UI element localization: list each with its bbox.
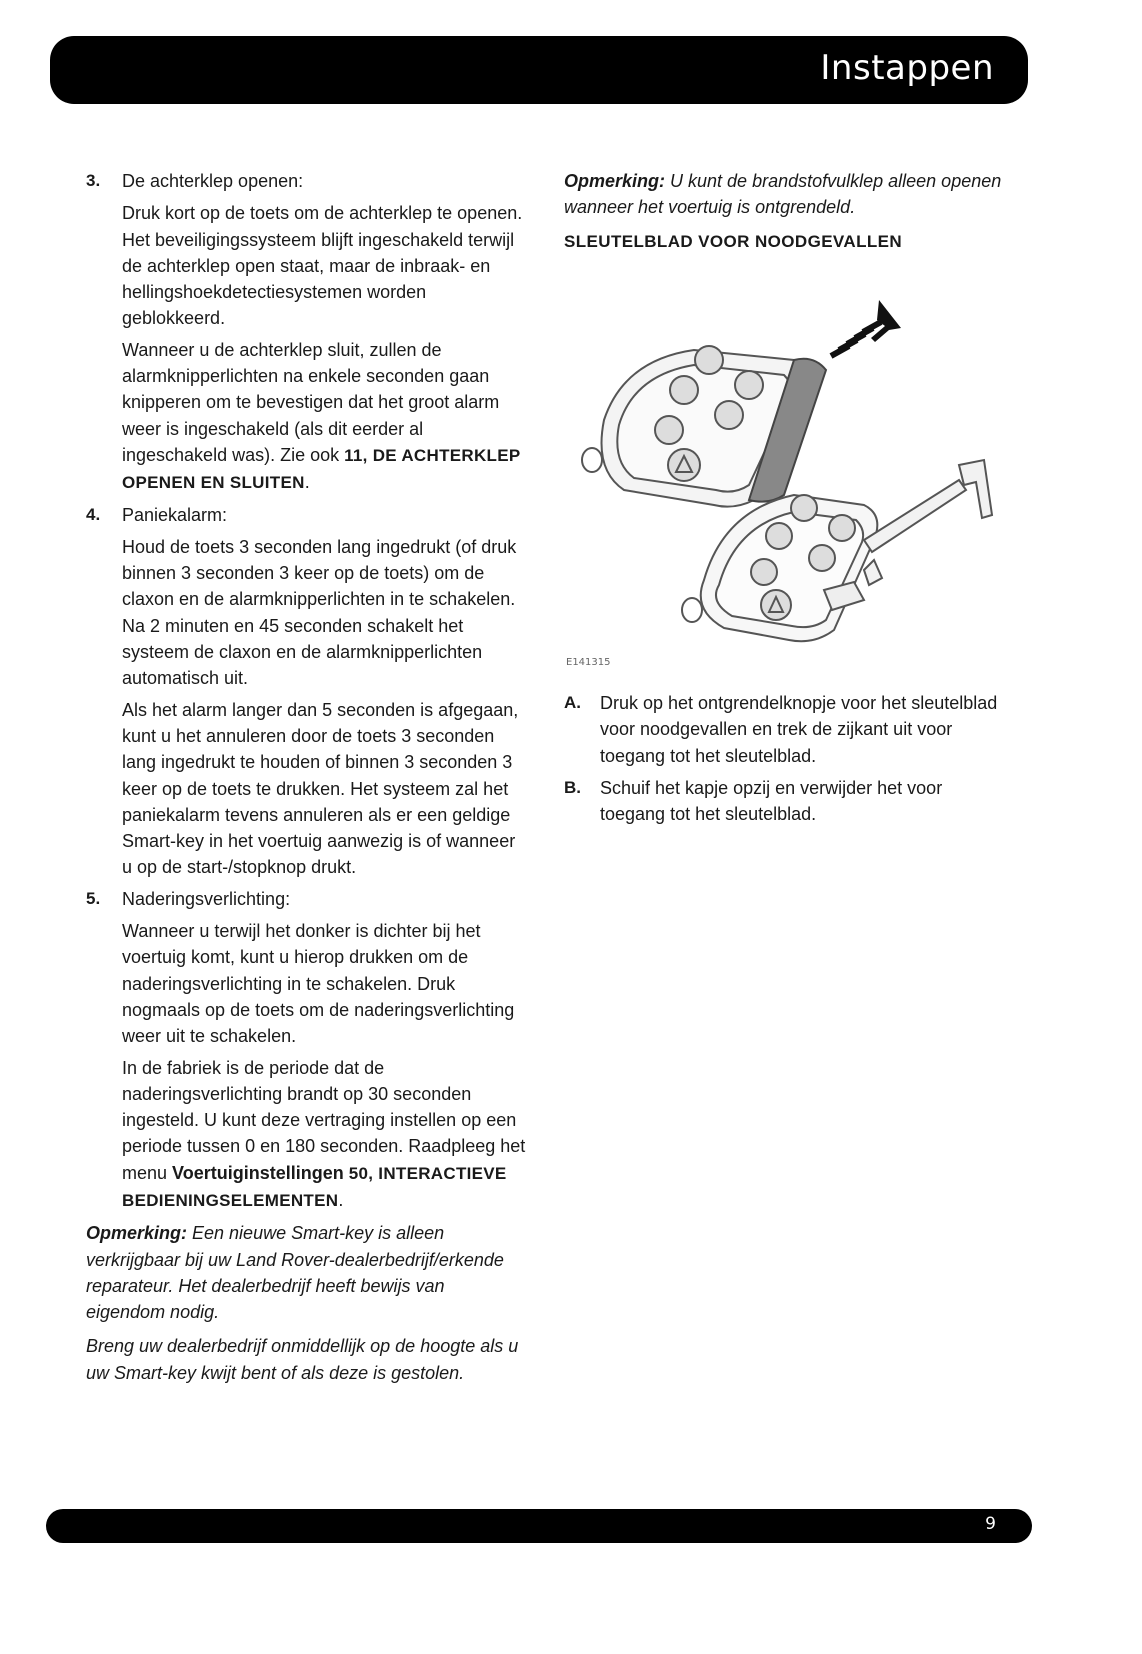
arrow-icon bbox=[831, 300, 901, 356]
key-fob-top bbox=[582, 346, 826, 507]
item-lead: De achterklep openen: bbox=[122, 171, 304, 191]
steps-list bbox=[564, 690, 1004, 833]
paragraph-text: In de fabriek is de periode dat de naderingsverlichting brandt op 30 seconden ingesteld. U kunt deze vertraging instellen op een periode tussen 0 en 180 seconden. Raadpleeg het menu bbox=[122, 1057, 526, 1183]
step-text: Schuif het kapje opzij en verwijder het voor toegang tot het sleutelblad. bbox=[600, 777, 943, 825]
step-text: Druk op het ontgrendelknopje voor het sleutelblad voor noodgevallen en trek de zijkant uit voor toegang tot het sleutelblad. bbox=[600, 693, 998, 766]
item-paragraph: Als het alarm langer dan 5 seconden is afgegaan, kunt u het annuleren door de toets 3 seconden lang ingedrukt te houden of binnen 3 seconden 3 keer op de toets te drukken. Het systeem zal het paniekalarm tevens annuleren als er een geldige Smart-key in het voertuig aanwezig is of wanneer u op de start-/stopknop drukt. bbox=[122, 699, 519, 878]
key-fob-bottom bbox=[682, 495, 877, 641]
note-label: Opmerking: bbox=[564, 171, 666, 191]
item-paragraph bbox=[122, 1055, 526, 1215]
page-number: 9 bbox=[985, 1514, 996, 1534]
note: Breng uw dealerbedrijf onmiddellijk op de hoogte als u uw Smart-key kwijt bent of als deze is gestolen. bbox=[86, 1336, 519, 1383]
step-letter: A. bbox=[564, 693, 581, 712]
key-fob-drawing bbox=[564, 290, 1024, 680]
note-text: Een nieuwe Smart-key is alleen verkrijgbaar bij uw Land Rover-dealerbedrijf/erkende reparateur. Het dealerbedrijf heeft bewijs van eigendom nodig. bbox=[86, 1223, 504, 1323]
item-lead: Naderingsverlichting: bbox=[122, 888, 291, 909]
key-fob-illustration bbox=[564, 290, 1024, 680]
footer-bar bbox=[46, 1509, 1032, 1543]
list-item-5 bbox=[86, 886, 526, 1215]
section-heading: SLEUTELBLAD VOOR NOODGEVALLEN bbox=[564, 231, 903, 251]
paragraph-end: . bbox=[304, 472, 310, 493]
item-paragraph: Houd de toets 3 seconden lang ingedrukt (of druk binnen 3 seconden 3 keer op de toets) om de claxon en de alarmknipperlichten in te schakelen. Na 2 minuten en 45 seconden schakelt het systeem de claxon en de alarmknipperlichten automatisch uit. bbox=[122, 536, 517, 689]
cross-reference-link[interactable]: 11, DE ACHTERKLEP OPENEN EN SLUITEN bbox=[122, 445, 521, 493]
cross-reference-link[interactable]: 50, INTERACTIEVE BEDIENINGSELEMENTEN bbox=[122, 1163, 507, 1210]
item-lead: Paniekalarm: bbox=[122, 504, 228, 525]
item-number: 5. bbox=[86, 888, 101, 908]
list-item-3 bbox=[86, 168, 526, 497]
item-paragraph: Druk kort op de toets om de achterklep te openen. Het beveiligingssysteem blijft ingeschakeld terwijl de achterklep open staat, maar de inbraak- en hellingshoekdetectiesystemen worden geblokkeerd. bbox=[122, 203, 523, 329]
item-paragraph: Wanneer u terwijl het donker is dichter bij het voertuig komt, kunt u hierop drukken om de naderingsverlichting in te schakelen. Druk nogmaals op de toets om de naderingsverlichting weer uit te schakelen. bbox=[122, 921, 515, 1047]
list-item-4 bbox=[86, 502, 526, 881]
item-paragraph bbox=[122, 337, 526, 497]
step-letter: B. bbox=[564, 777, 581, 797]
figure-label: E141315 bbox=[566, 657, 611, 668]
header-bar bbox=[50, 36, 1028, 104]
note-text: U kunt de brandstofvulklep alleen openen wanneer het voertuig is ontgrendeld. bbox=[564, 171, 1002, 218]
note bbox=[86, 1220, 526, 1325]
paragraph-text: Wanneer u de achterklep sluit, zullen de alarmknipperlichten na enkele seconden gaan knipperen om te bevestigen dat het groot alarm weer is ingeschakeld (als dit eerder al ingeschakeld was). Zie ook bbox=[122, 339, 500, 465]
note-label: Opmerking: bbox=[86, 1223, 188, 1244]
step-b bbox=[564, 775, 1004, 828]
item-number: 3. bbox=[86, 171, 101, 190]
paragraph-end: . bbox=[338, 1189, 344, 1210]
item-number: 4. bbox=[86, 504, 101, 524]
right-column bbox=[564, 168, 1004, 255]
note bbox=[564, 168, 1004, 221]
page-title: Instappen bbox=[820, 48, 994, 88]
emergency-key-blade bbox=[864, 460, 992, 585]
left-column bbox=[86, 168, 526, 1394]
step-a bbox=[564, 690, 1004, 769]
menu-name: Voertuiginstellingen bbox=[172, 1162, 344, 1183]
